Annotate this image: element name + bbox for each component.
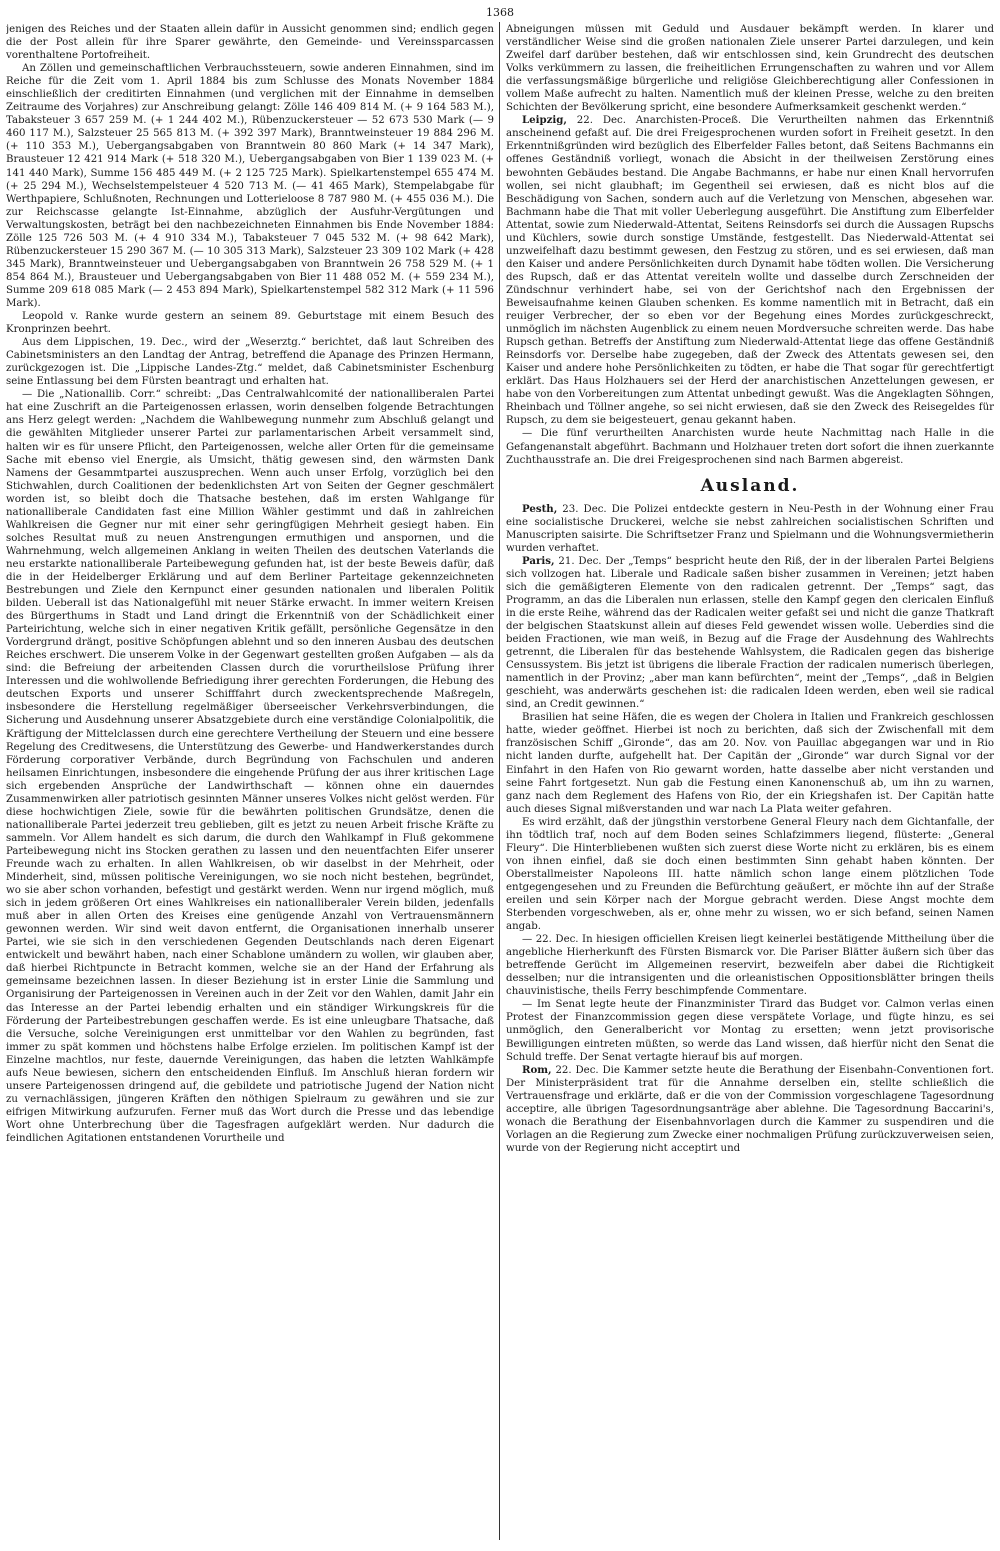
dateline: Rom, [522, 1063, 552, 1076]
paragraph-text: 23. Dec. Die Polizei entdeckte gestern in Neu-Pesth in der Wohnung einer Frau eine socialistische Druckerei, welche sie nebst zahlreichen socialistischen Schriften und Manuscripten saisirte. Die Schriftsetzer Franz und Spielmann und die Wohnungsvermietherin wurden verhaftet. [506, 503, 994, 554]
paragraph-text: Aus dem Lippischen, 19. Dec., wird der „Weserztg.“ berichtet, daß laut Schreiben des Cabinetsministers an den Landtag der Antrag, betreffend die Apanage des Prinzen Hermann, zurückgezogen ist. Die „Lippische Landes-Ztg.“ meldet, daß Cabinetsminister Eschenburg seine Entlassung bei dem Fürsten beantragt und erhalten hat. [6, 337, 494, 388]
article-paragraph [6, 388, 494, 1145]
paragraph-text: — Die fünf verurtheilten Anarchisten wurde heute Nachmittag nach Halle in die Gefangenanstalt abgeführt. Bachmann und Holzhauer treten dort sofort die ihnen zuerkannte Zuchthausstrafe an. Die drei Freigesprochenen sind nach Barmen abgereist. [506, 428, 994, 466]
article-paragraph [506, 1064, 994, 1155]
paragraph-text: Leopold v. Ranke wurde gestern an seinem 89. Geburtstage mit einem Besuch des Kronprinzen beehrt. [6, 311, 494, 336]
article-paragraph [506, 503, 994, 555]
article-paragraph [6, 336, 494, 388]
article-paragraph [506, 816, 994, 933]
article-paragraph [506, 998, 994, 1063]
section-heading: Ausland. [700, 475, 800, 496]
dateline: Paris, [522, 554, 555, 567]
article-paragraph [506, 114, 994, 427]
article-paragraph [506, 23, 994, 114]
article-paragraph [6, 62, 494, 310]
paragraph-text: — Die „Nationallib. Corr.“ schreibt: „Das Centralwahlcomité der nationalliberalen Partei hat eine Zuschrift an die Parteigenossen erlassen, worin denselben folgende Betrachtungen ans Herz gelegt werden: „Nachdem die Wahlbewegung nunmehr zum Abschluß gelangt und die gewählten Mitglieder unserer Partei zur parlamentarischen Arbeit versammelt sind, halten wir es für unsere Pflicht, den Parteigenossen, welche aller Orten für die gemeinsame Sache mit ebenso viel Energie, als Umsicht, thätig gewesen sind, den wärmsten Dank Namens der Gesammtpartei auszusprechen. Wenn auch unser Erfolg, vorzüglich bei den Stichwahlen, durch Coalitionen der bedenklichsten Art von Seiten der Gegner geschmälert worden ist, so bleibt doch die Thatsache bestehen, daß im ersten Wahlgange für nationalliberale Candidaten fast eine Million Wähler gestimmt und daß in zahlreichen Wahlkreisen die Gegner nur mit einer sehr geringfügigen Mehrheit gesiegt haben. Ein solches Resultat muß zu neuen Anstrengungen ermuthigen und anspornen, und die Wahrnehmung, welch allgemeinen Anklang in weiten Theilen des deutschen Vaterlands die neu erstarkte nationalliberale Parteibewegung gefunden hat, ist der beste Beweis dafür, daß die in der Heidelberger Erklärung und auf dem Berliner Parteitage gekennzeichneten Bestrebungen und Ziele den Kernpunct einer gesunden nationalen und liberalen Politik bilden. Ueberall ist das Nationalgefühl mit neuer Stärke erwacht. In immer weitern Kreisen des Bürgerthums in Stadt und Land dringt die Erkenntniß von der Schädlichkeit einer Parteirichtung, welche sich in einer negativen Kritik gefällt, persönliche Gegensätze in den Vordergrund drängt, positive Schöpfungen ablehnt und so den inneren Ausbau des deutschen Reiches erschwert. Die unserem Volke in der Gegenwart gestellten großen Aufgaben — als da sind: die Befreiung der arbeitenden Classen durch die vorurtheilslose Prüfung ihrer Interessen und die wohlwollende Befriedigung ihrer gerechten Forderungen, die Hebung des deutschen Exports und unserer Schifffahrt durch zweckentsprechende Maßregeln, insbesondere die Herstellung regelmäßiger überseeischer Verkehrsverbindungen, die Sicherung und Ausdehnung unserer Absatzgebiete durch eine verständige Colonialpolitik, die Kräftigung der Mittelclassen durch eine gerechtere Vertheilung der Steuern und eine bessere Regelung des Creditwesens, die Unterstützung des Gewerbe- und Handwerkerstandes durch Förderung corporativer Verbände, durch Begründung von Fachschulen und anderen heilsamen Einrichtungen, insbesondere die eingehende Prüfung der aus ihrer kritischen Lage sich ergebenden Ansprüche der Landwirthschaft — können ohne ein dauerndes Zusammenwirken aller patriotisch gesinnten Männer unseres Volkes nicht gelöst werden. Für diese hochwichtigen Ziele, sowie für die bewährten politischen Grundsätze, denen die nationalliberale Partei jederzeit treu geblieben, gilt es jetzt zu neuen Arbeit frische Kräfte zu sammeln. Vor Allem handelt es sich darum, die durch den Wahlkampf in Fluß gekommene Parteibewegung nicht ins Stocken gerathen zu lassen und den neuentfachten Eifer unserer Freunde wach zu erhalten. In allen Wahlkreisen, ob wir daselbst in der Mehrheit, oder Minderheit, sind, müssen politische Vereinigungen, wo sie noch nicht bestehen, begründet, wo sie aber schon vorhanden, befestigt und gestärkt werden. Wenn nur irgend möglich, muß sich in jedem größeren Ort eines Wahlkreises ein nationalliberaler Verein bilden, jedenfalls muß aber in allen Orten des Kreises eine genügende Anzahl von Vertrauensmännern gewonnen werden. Wir sind weit davon entfernt, die Organisationen innerhalb unserer Partei, wie sie sich in den verschiedenen Gegenden Deutschlands nach deren Eigenart entwickelt und bewährt haben, nach einer Schablone umändern zu wollen, wir glauben aber, daß hierbei Richtpuncte in Betracht kommen, welche sie an der Hand der Erfahrung als gemeinsame bezeichnen lassen. In dieser Beziehung ist in erster Linie die Sammlung und Organisirung der Parteigenossen in Vereinen auch in der Zeit vor den Wahlen, damit Jahr ein das Interesse an der Partei lebendig erhalten und ein ständiger Wirkungskreis für die Förderung der Parteibestrebungen geschaffen werde. Es ist eine unleugbare Thatsache, daß die Versuche, solche Vereinigungen erst unmittelbar vor den Wahlen zu begründen, fast immer zu spät kommen und höchstens halbe Erfolge erzielen. Im politischen Kampf ist der Einzelne machtlos, nur feste, dauernde Vereinigungen, das haben die letzten Wahlkämpfe aufs Neue bewiesen, sichern den entscheidenden Einfluß. Im Anschluß hieran fordern wir unsere Parteigenossen dringend auf, die gebildete und patriotische Jugend der Nation nicht zu vernachlässigen, jüngeren Kräften den nöthigen Spielraum zu gewähren und sie zur eifrigen Mitwirkung aufzurufen. Ferner muß das Wort durch die Presse und das lebendige Wort ohne Unterbrechung über die Tagesfragen aufgeklärt werden. Nur dadurch die feindlichen Agitationen entstandenen Vorurtheile und [6, 389, 494, 1144]
page-number: 1368 [486, 6, 514, 19]
paragraph-text: Abneigungen müssen mit Geduld und Ausdauer bekämpft werden. In klarer und verständlicher Weise sind die großen nationalen Ziele unserer Partei darzulegen, und kein Zweifel darf darüber bestehen, daß wir entschlossen sind, kein Grundrecht des deutschen Volks verkümmern zu lassen, die freiheitlichen Errungenschaften zu wahren und vor Allem die verfassungsmäßige bürgerliche und religiöse Gleichberechtigung aller Confessionen in vollem Maße aufrecht zu halten. Namentlich muß der kleinen Presse, welche zu den breiten Schichten der Bevölkerung spricht, eine besondere Aufmerksamkeit geschenkt werden.“ [506, 24, 994, 114]
article-paragraph [506, 711, 994, 815]
article-paragraph [6, 310, 494, 336]
paragraph-text: 21. Dec. Der „Temps“ bespricht heute den Riß, der in der liberalen Partei Belgiens sich vollzogen hat. Liberale und Radicale saßen bisher zusammen in Vereinen; jetzt haben sich die gemäßigteren Elemente von den radicalen getrennt. Der „Temps“ sagt, das Programm, an das die Liberalen nun erlassen, stelle den Kampf gegen den clericalen Einfluß in die erste Reihe, während das der Radicalen weiter gefaßt sei und nicht die ganze Thatkraft der belgischen Staatskunst allein auf dieses Feld gewendet wissen wolle. Ueberdies sind die beiden Fractionen, wie man weiß, in Bezug auf die Frage der Ausdehnung des Wahlrechts getrennt, die Liberalen für das bestehende Wahlsystem, die Radicalen gegen das bisherige Censussystem. Bis jetzt ist übrigens die liberale Fraction der radicalen numerisch überlegen, namentlich in der Provinz; „aber man kann befürchten“, meint der „Temps“, „daß in Belgien geschieht, was anderwärts geschehen ist: die radicalen Ideen werden, eben weil sie radical sind, an Credit gewinnen.“ [506, 555, 994, 711]
columns [6, 23, 994, 1155]
left-column [6, 23, 494, 1155]
paragraph-text: An Zöllen und gemeinschaftlichen Verbrauchssteuern, sowie anderen Einnahmen, sind im Reiche für die Zeit vom 1. April 1884 bis zum Schlusse des Monats November 1884 einschließlich der creditirten Einnahmen (und verglichen mit der Einnahme in demselben Zeitraume des Vorjahres) zur Anschreibung gelangt: Zölle 146 409 814 M. (+ 9 164 583 M.), Tabaksteuer 3 657 259 M. (+ 1 244 402 M.), Rübenzuckersteuer — 52 673 530 Mark (— 9 460 117 M.), Salzsteuer 25 565 813 M. (+ 392 397 Mark), Branntweinsteuer 19 884 296 M. (+ 110 353 M.), Uebergangsabgaben von Branntwein 80 860 Mark (+ 14 347 Mark), Brausteuer 12 421 914 Mark (+ 518 320 M.), Uebergangsabgaben von Bier 1 139 023 M. (+ 141 440 Mark), Summe 156 485 449 M. (+ 2 125 725 Mark). Spielkartenstempel 655 474 M. (+ 25 294 M.), Wechselstempelsteuer 4 520 713 M. (— 41 465 Mark), Stempelabgabe für Werthpapiere, Schlußnoten, Rechnungen und Lotterieloose 8 787 980 M. (+ 455 036 M.). Die zur Reichscasse gelangte Ist-Einnahme, abzüglich der Ausfuhr-Vergütungen und Verwaltungskosten, beträgt bei den nachbezeichneten Einnahmen bis Ende November 1884: Zölle 125 726 503 M. (+ 4 910 334 M.), Tabaksteuer 7 045 532 M. (+ 98 642 Mark), Rübenzuckersteuer 15 290 367 M. (— 10 305 313 Mark), Salzsteuer 23 309 102 Mark (+ 428 345 Mark), Branntweinsteuer und Uebergangsabgaben von Branntwein 26 758 529 M. (+ 1 854 864 M.), Brausteuer und Uebergangsabgaben von Bier 11 488 052 M. (+ 559 234 M.), Summe 209 618 085 Mark (— 2 453 894 Mark), Spielkartenstempel 582 312 Mark (+ 11 596 Mark). [6, 63, 494, 309]
column-divider [499, 22, 500, 1540]
article-paragraph [506, 933, 994, 998]
dateline: Pesth, [522, 502, 558, 515]
paragraph-text: 22. Dec. Die Kammer setzte heute die Berathung der Eisenbahn-Conventionen fort. Der Ministerpräsident trat für die Annahme derselben ein, stellte schließlich die Vertrauensfrage und erklärte, daß er die von der Commission vorgeschlagene Tagesordnung acceptire, alle übrigen Tagesordnungsanträge aber ablehne. Die Tagesordnung Baccarini's, wonach die Berathung der Eisenbahnvorlagen durch die Kammer zu suspendiren und die Vorlagen an die Regierung zum Zwecke einer nochmaligen Prüfung zurückzuverweisen seien, wurde von der Regierung nicht acceptirt und [506, 1064, 994, 1154]
article-paragraph [6, 23, 494, 62]
paragraph-text: 22. Dec. Anarchisten-Proceß. Die Verurtheilten nahmen das Erkenntniß anscheinend gefaßt auf. Die drei Freigesprochenen wurden sofort in Freiheit gesetzt. In den Erkenntnißgründen wird bezüglich des Elberfelder Falles betont, daß Seitens Bachmanns ein offenes Geständniß vorliegt, wonach die Absicht in der theilweisen Zerstörung eines bewohnten Gebäudes bestand. Die Angabe Bachmanns, er habe nur einen Knall hervorrufen wollen, sei nicht glaubhaft; im Gegentheil sei erwiesen, daß es nicht blos auf die Beschädigung von Sachen, sondern auch auf die Verletzung von Menschen, abgesehen war. Bachmann habe die That mit voller Ueberlegung ausgeführt. Die Anstiftung zum Elberfelder Attentat, sowie zum Niederwald-Attentat, Seitens Reinsdorfs sei durch die Aussagen Rupschs und Küchlers, sowie durch sonstige Umstände, festgestellt. Das Niederwald-Attentat sei unzweifelhaft dazu bestimmt gewesen, den Festzug zu stören, und es sei erwiesen, daß man den Kaiser und andere Persönlichkeiten durch Dynamit habe tödten wollen. Die Versicherung des Rupsch, daß er das Attentat vereiteln wollte und dasselbe durch Zerschneiden der Zündschnur verhindert habe, sei von der Gerichtshof nach den Ergebnissen der Beweisaufnahme keinen Glauben schenken. Es komme namentlich mit in Betracht, daß ein reuiger Verbrecher, der so eben vor der Begehung eines Mordes zurückgeschreckt, unmöglich im nächsten Augenblick zu einem neuen Mordversuche schreiten werde. Das habe Rupsch gethan. Betreffs der Anstiftung zum Niederwald-Attentat liege das offene Geständniß Reinsdorfs vor. Derselbe habe zugegeben, daß der Zweck des Attentats gewesen sei, den Kaiser und andere hohe Persönlichkeiten zu tödten, er habe die That sogar für gerechtfertigt erklärt. Das Haus Holzhauers sei der Herd der anarchistischen Anzettelungen gewesen, er habe von den Vorbereitungen zum Attentat unbedingt gewußt. Was die Angeklagten Söhngen, Rheinbach und Töllner angehe, so sei nicht erwiesen, daß sie den Zweck des Reisegeldes für Rupsch, zu dem sie beigesteuert, genau gekannt haben. [506, 115, 994, 427]
article-paragraph [506, 555, 994, 712]
paragraph-text: — 22. Dec. In hiesigen officiellen Kreisen liegt keinerlei bestätigende Mittheilung über die angebliche Hierherkunft des Fürsten Bismarck vor. Die Pariser Blätter äußern sich über das betreffende Gerücht im Allgemeinen reservirt, bezweifeln aber dabei die Richtigkeit desselben; nur die intransigenten und die orleanistischen Oppositionsblätter bringen theils chauvinistische, theils Ferry beschimpfende Commentare. [506, 934, 994, 998]
paragraph-text: Es wird erzählt, daß der jüngsthin verstorbene General Fleury nach dem Gichtanfalle, der ihn tödtlich traf, noch auf dem Boden seines Schlafzimmers liegend, flüsterte: „General Fleury“. Die Hinterbliebenen wußten sich zuerst diese Worte nicht zu erklären, bis es einem von ihnen einfiel, daß sie doch einen bestimmten Sinn gehabt haben könnten. Der Oberstallmeister Napoleons III. hatte nämlich schon lange einem plötzlichen Tode entgegengesehen und zu Freunden die Befürchtung geäußert, er möchte ihn auf der Straße ereilen und sein Körper nach der Morgue gebracht werden. Diese Angst mochte dem Sterbenden vorgeschweben, als er, ohne mehr zu wissen, wo er sich befand, seinen Namen angab. [506, 816, 994, 933]
dateline: Leipzig, [522, 114, 567, 127]
paragraph-text: jenigen des Reiches und der Staaten allein dafür in Aussicht genommen sind; endlich gegen die der Post allein für ihre Sparer gewährte, den Gemeinde- und Vereinssparcassen vorenthaltene Portofreiheit. [6, 24, 494, 62]
article-paragraph [506, 427, 994, 466]
paragraph-text: Brasilien hat seine Häfen, die es wegen der Cholera in Italien und Frankreich geschlossen hatte, wieder geöffnet. Hierbei ist noch zu berichten, daß sich der Zwischenfall mit dem französischen Schiff „Gironde“, das am 20. Nov. von Pauillac abgegangen war und in Rio nicht landen durfte, aufgehellt hat. Der Capitän der „Gironde“ war durch Signal vor der Einfahrt in den Hafen von Rio gewarnt worden, hatte dasselbe aber nicht verstanden und seine Fahrt fortgesetzt. Nun gab die Festung einen Kanonenschuß ab, um ihn zu warnen, ganz nach dem Reglement des Hafens von Rio, der ein Kriegshafen ist. Der Capitän hatte auch dieses Signal mißverstanden und war nach La Plata weiter gefahren. [506, 712, 994, 815]
right-column [506, 23, 994, 1155]
paragraph-text: — Im Senat legte heute der Finanzminister Tirard das Budget vor. Calmon verlas einen Protest der Finanzcommission gegen diese verspätete Vorlage, und fügte hinzu, es sei unmöglich, den Generalbericht vor Montag zu ersetten; wenn jetzt provisorische Bewilligungen eintreten müßten, so werde das Land wissen, daß hierfür nicht den Senat die Schuld treffe. Der Senat vertagte hierauf bis auf morgen. [506, 999, 994, 1063]
